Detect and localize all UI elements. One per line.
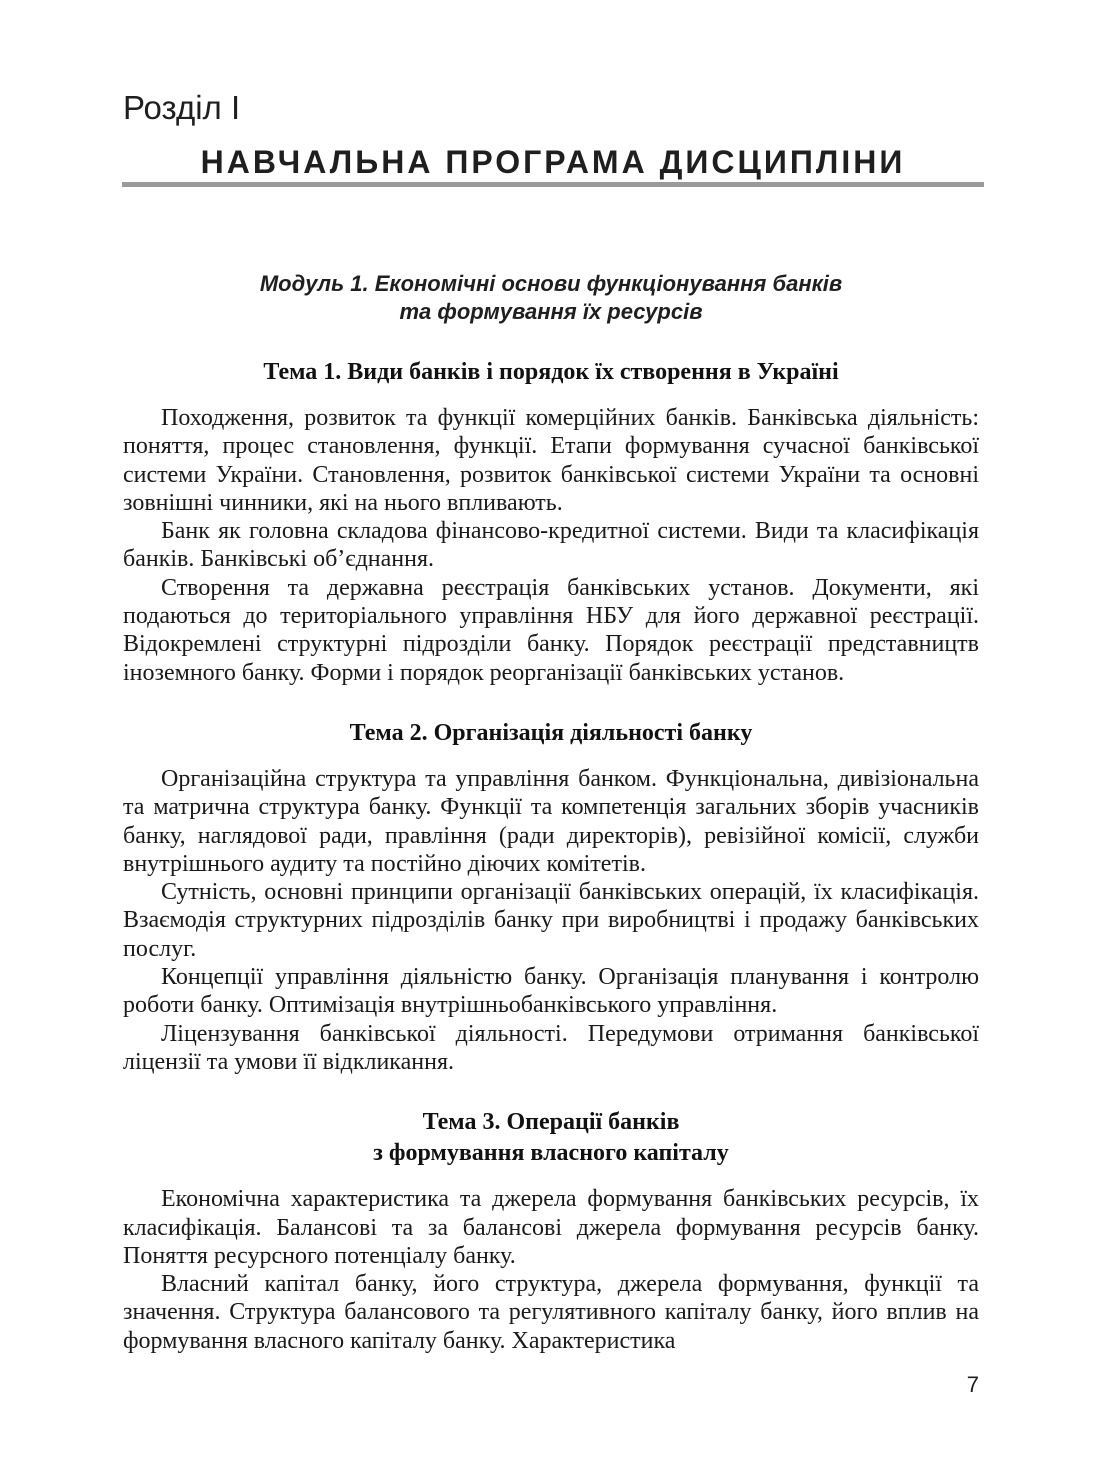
page-number: 7 [966,1372,979,1397]
section-title: НАВЧАЛЬНА ПРОГРАМА ДИСЦИПЛІНИ [200,144,906,180]
topic-3-title-line-2: з формування власного капіталу [373,1140,729,1167]
paragraph: Концепції управління діяльністю банку. Організація планування і контролю роботи банку. Оптимізація внутрішньобанківського управління. [123,964,979,1019]
paragraph: Ліцензування банківської діяльності. Передумови отримання банківської ліцензії та умови її відкликання. [123,1020,979,1075]
title-rule [122,182,984,187]
topic-2-title [123,718,979,749]
paragraph: Походження, розвиток та функції комерційних банків. Банківська діяльність: поняття, процес становлення, функції. Етапи формування сучасної банківської системи України. Становлення, розвиток банківської системи України та основні зовнішні чинники, які на нього впливають. [123,405,979,516]
module-title-line-1: Модуль 1. Економічні основи функціонування банків [259,271,843,296]
topic-2-body [123,765,979,1076]
paragraph: Організаційна структура та управління банком. Функціональна, дивізіональна та матрична структура банку. Функції та компетенція загальних зборів учасників банку, наглядової ради, правління (ради директорів), ревізійної комісії, служби внутрішнього аудиту та постійно діючих комітетів. [123,765,979,877]
paragraph: Сутність, основні принципи організації банківських операцій, їх класифікація. Взаємодія структурних підрозділів банку при виробництві і продажу банківських послуг. [123,879,979,962]
topic-3-body [123,1185,979,1355]
section-label: Розділ I [123,89,241,126]
topic-1-title [123,357,979,388]
topic-1-title-line-1: Тема 1. Види банків і порядок їх створення в Україні [263,359,839,385]
paragraph: Створення та державна реєстрація банківських установ. Документи, які подаються до територіального управління НБУ для його державної реєстрації. Відокремлені структурні підрозділи банку. Порядок реєстрації представництв іноземного банку. Форми і порядок реорганізації банківських установ. [123,574,979,686]
topic-3-title [123,1107,979,1169]
paragraph: Економічна характеристика та джерела формування банківських ресурсів, їх класифікація. Балансові та за балансові джерела формування ресурсів банку. Поняття ресурсного потенціалу банку. [123,1186,979,1269]
paragraph: Власний капітал банку, його структура, джерела формування, функції та значення. Структура балансового та регулятивного капіталу банку, його вплив на формування власного капіталу банку. Характеристика [123,1271,979,1354]
topic-1-body [123,404,979,687]
module-title [123,270,979,326]
topic-3-title-line-1: Тема 3. Операції банків [422,1109,680,1136]
paragraph: Банк як головна складова фінансово-кредитної системи. Види та класифікація банків. Банківські об’єднання. [123,518,979,573]
topic-2-title-line-1: Тема 2. Організація діяльності банку [349,719,753,746]
page-content [123,270,979,1355]
module-title-line-2: та формування їх ресурсів [399,299,703,324]
